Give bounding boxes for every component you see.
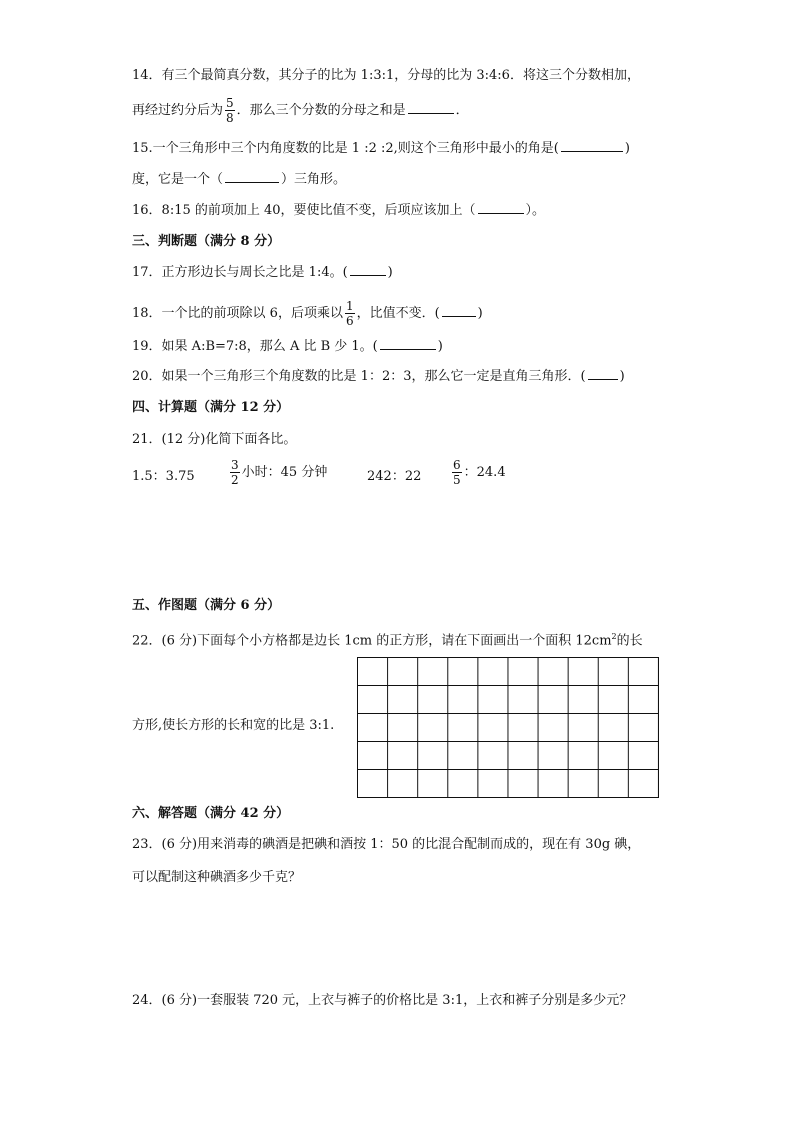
q17-text-a: 17．正方形边长与周长之比是 1:4。(	[132, 265, 348, 280]
q15-text-a: 15.一个三角形中三个内角度数的比是 1 :2 :2,则这个三角形中最小的角是(	[132, 141, 559, 156]
q21-item-4	[450, 458, 506, 487]
q15-angle-blank[interactable]	[561, 139, 623, 152]
q16-text-a: 16．8:15 的前项加上 40，要使比值不变，后项应该加上（	[132, 203, 476, 218]
q23-line2: 可以配制这种碘酒多少千克？	[132, 870, 302, 885]
q18-answer-blank[interactable]	[442, 304, 476, 317]
section-4-heading: 四、计算题（满分 12 分）	[132, 400, 290, 415]
q21-item4-fraction	[452, 458, 462, 487]
q21-item2-fraction	[230, 458, 240, 487]
q17-line	[132, 263, 393, 283]
q21-item4-num: 6	[453, 458, 461, 472]
q22-text-a: 22．(6 分)下面每个小方格都是边长 1cm 的正方形，请在下面画出一个面积 12cm	[132, 633, 612, 649]
q19-text-a: 19．如果 A:B=7:8，那么 A 比 B 少 1。(	[132, 339, 378, 354]
q21-item-3: 242：22	[367, 469, 422, 484]
q21-item2-rest: 小时：45 分钟	[241, 465, 328, 480]
q14-frac-num: 5	[226, 96, 234, 110]
q18-text-a: 18．一个比的前项除以 6，后项乘以	[132, 306, 343, 321]
q16-text-b: ）。	[525, 203, 546, 218]
q20-text-a: 20．如果一个三角形三个角度数的比是 1：2：3，那么它一定是直角三角形．(	[132, 369, 586, 384]
q21-stem: 21．(12 分)化简下面各比。	[132, 432, 297, 447]
q16-answer-blank[interactable]	[478, 201, 524, 214]
q14-line1: 14．有三个最简真分数，其分子的比为 1:3:1，分母的比为 3:4:6．将这三个分数相加，	[132, 68, 640, 83]
q15-line2	[132, 170, 346, 190]
q15-line1	[132, 139, 630, 159]
q22-line1	[132, 627, 643, 651]
q15-text-c: 度，它是一个（	[132, 172, 224, 187]
q17-answer-blank[interactable]	[350, 263, 386, 276]
q15-text-b: )	[624, 141, 630, 156]
q22-sup: 2	[611, 632, 617, 641]
q14-fraction	[225, 96, 235, 125]
q14-text-b: ．那么三个分数的分母之和是	[236, 103, 406, 118]
q18-fraction	[345, 299, 355, 328]
q24-line: 24．(6 分)一套服装 720 元，上衣与裤子的价格比是 3:1，上衣和裤子分别是多少元？	[132, 993, 633, 1008]
q14-text-c: ．	[455, 103, 469, 118]
q22-line2: 方形,使长方形的长和宽的比是 3:1.	[132, 718, 335, 733]
q14-text-a: 再经过约分后为	[132, 103, 224, 118]
q23-line1: 23．(6 分)用来消毒的碘酒是把碘和酒按 1：50 的比混合配制而成的，现在有 30g 碘，	[132, 837, 641, 852]
q20-answer-blank[interactable]	[588, 367, 618, 380]
q18-frac-den: 6	[345, 314, 354, 328]
q18-text-b: ，比值不变．(	[356, 306, 440, 321]
section-3-heading: 三、判断题（满分 8 分）	[132, 234, 281, 249]
section-5-heading: 五、作图题（满分 6 分）	[132, 598, 281, 613]
q15-text-d: ）三角形。	[281, 172, 347, 187]
q15-type-blank[interactable]	[225, 170, 279, 183]
q19-line	[132, 337, 443, 357]
q20-text-b: )	[619, 369, 625, 384]
q21-item2-den: 2	[231, 473, 239, 487]
q18-frac-num: 1	[345, 299, 354, 313]
q18-text-c: )	[477, 306, 483, 321]
q19-answer-blank[interactable]	[380, 337, 436, 350]
q14-frac-den: 8	[226, 111, 234, 125]
q21-item4-rest: ：24.4	[463, 465, 506, 480]
q18-line	[132, 299, 483, 328]
q21-item-1: 1.5：3.75	[132, 469, 195, 484]
q21-item2-num: 3	[231, 458, 239, 472]
q21-item4-den: 5	[453, 473, 461, 487]
q20-line	[132, 367, 625, 387]
section-6-heading: 六、解答题（满分 42 分）	[132, 806, 290, 821]
q17-text-b: )	[387, 265, 393, 280]
q19-text-b: )	[437, 339, 443, 354]
q22-text-b: 的长	[616, 633, 643, 649]
q21-item-2	[228, 458, 327, 487]
drawing-grid[interactable]	[357, 657, 659, 798]
q16-line	[132, 201, 545, 221]
q14-line2	[132, 96, 469, 125]
q14-answer-blank[interactable]	[408, 101, 454, 114]
